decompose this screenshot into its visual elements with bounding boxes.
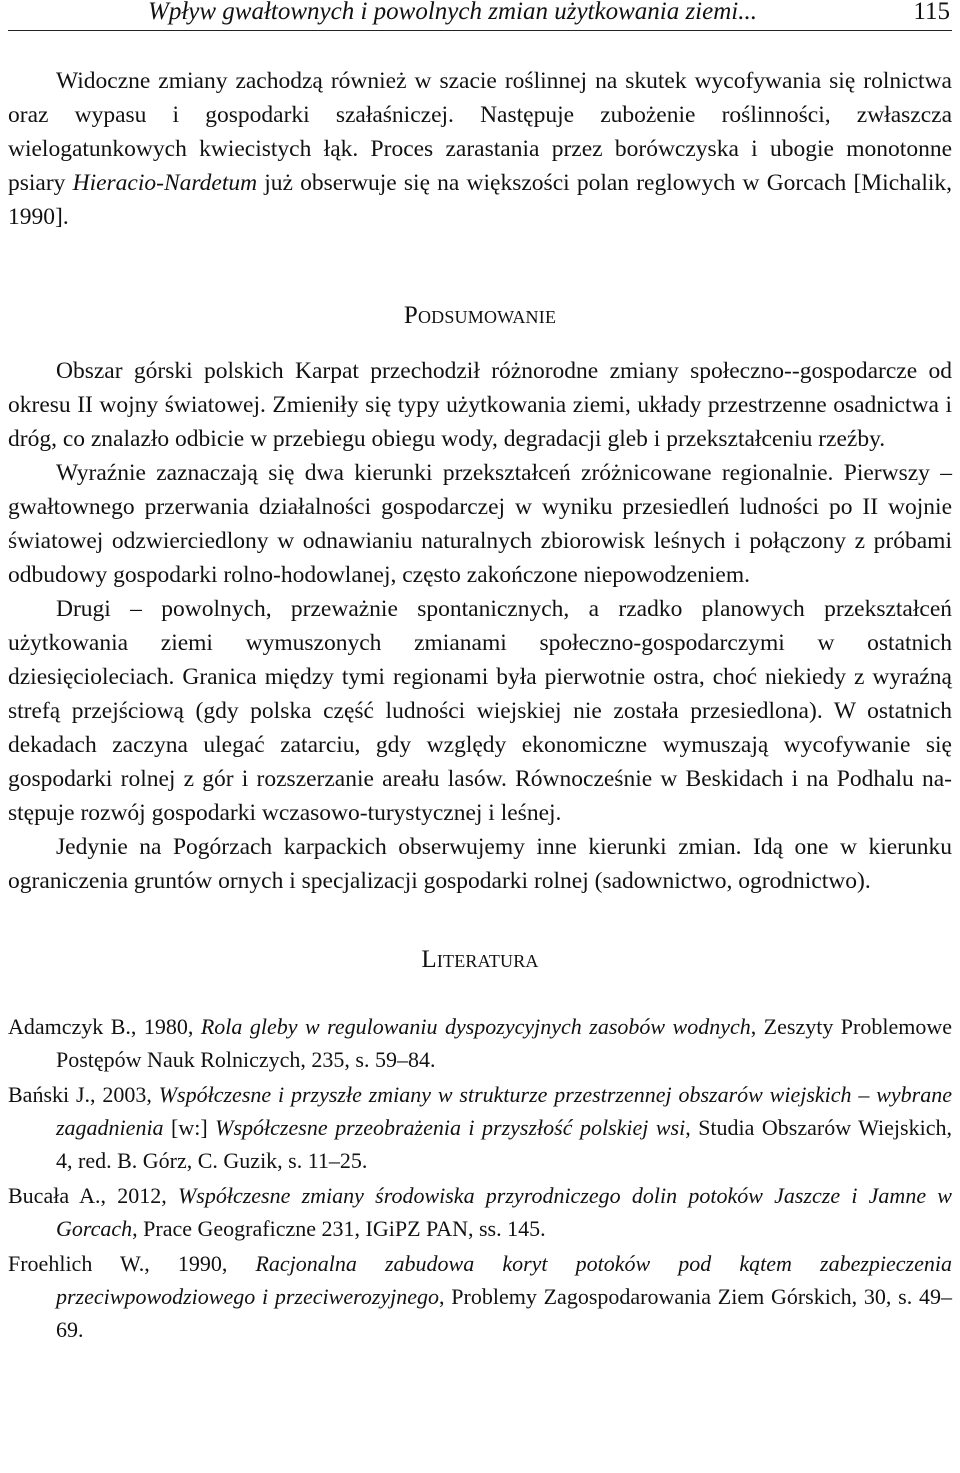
intro-section xyxy=(8,64,952,234)
summary-paragraph: Jedynie na Pogórzach karpackich obserwujemy inne kierunki zmian. Idą one w kierunku ograniczenia gruntów ornych i specjalizacji gospodarki rolnej (sadownictwo, ogrodnictwo). xyxy=(8,834,952,894)
italic-run: Współczesne i przyszłe zmiany w strukturze przestrzennej obszarów wiejskich – wybrane zagadnienia xyxy=(56,1082,952,1140)
running-header xyxy=(8,0,952,31)
italic-run: Racjonalna zabudowa koryt potoków pod kątem zabezpieczenia przeciwpowodziowego i przeciwerozyjnego xyxy=(56,1251,952,1309)
reference-list xyxy=(8,1010,952,1346)
article-body xyxy=(8,64,952,1348)
summary-paragraph: Obszar górski polskich Karpat przechodził różnorodne zmiany społeczno--gospodarcze od okresu II wojny światowej. Zmieniły się typy użytkowania ziemi, układy przestrzenne osadnictwa i dróg, co znalazło odbicie w przebiegu obiegu wody, degradacji gleb i przekształceniu rzeźby. xyxy=(8,358,952,452)
reference-item: Bucała A., 2012, Współczesne zmiany środowiska przyrodniczego dolin potoków Jaszcze i Jamne w Gorcach, Prace Geograficzne 231, IGiPZ PAN, ss. 145. xyxy=(8,1183,952,1241)
body-paragraph: Widoczne zmiany zachodzą również w szacie roślinnej na skutek wycofywania się rolnictwa oraz wypasu i gospodarki szałaśniczej. Następuje zubożenie roślinności, zwłaszcza wielogatunkowych kwiecistych łąk. Proces zarastania przez borówczyska i ubogie monotonne psiary Hieracio-Nardetum już obserwuje się na większości polan reglowych w Gorcach [Michalik, 1990]. xyxy=(8,68,952,230)
summary-section xyxy=(8,354,952,898)
summary-paragraph: Drugi – powolnych, przeważnie spontanicznych, a rzadko planowych przekształceń użytkowania ziemi wymuszonych zmianami społeczno-gospodarczymi w ostatnich dziesięcioleciach. Granica między tymi regionami była pierwotnie ostra, choć niekiedy z wyraźną strefą przejściową (gdy polska część ludności wiejskiej nie została przesiedlona). W ostatnich dekadach zaczyna ulegać zatarciu, gdy względy ekonomiczne wymuszają wycofywanie się gospodarki rolnej z gór i rozszerzanie areału lasów. Równocześnie w Beskidach i na Podhalu następuje rozwój gospodarki wczasowo-turystycznej i leśnej. xyxy=(8,596,952,826)
italic-run: Hieracio-Nardetum xyxy=(72,170,258,196)
italic-run: Współczesne zmiany środowiska przyrodniczego dolin potoków Jaszcze i Jamne w Gorcach xyxy=(56,1183,952,1241)
summary-paragraph: Wyraźnie zaznaczają się dwa kierunki przekształceń zróżnicowane regionalnie. Pierwszy – gwałtownego przerwania działalności gospodarczej w wyniku przesiedleń ludności po II wojnie światowej odzwierciedlony w odnawianiu naturalnych zbiorowisk leśnych i połączony z próbami odbudowy gospodarki rolno-hodowlanej, często zakończone niepowodzeniem. xyxy=(8,460,952,588)
section-heading-summary: Podsumowanie xyxy=(403,302,557,329)
reference-item: Bański J., 2003, Współczesne i przyszłe zmiany w strukturze przestrzennej obszarów wiejskich – wybrane zagadnienia [w:] Współczesne przeobrażenia i przyszłość polskiej wsi, Studia Obszarów Wiejskich, 4, red. B. Górz, C. Guzik, s. 11–25. xyxy=(8,1082,952,1173)
italic-run: Rola gleby w regulowaniu dyspozycyjnych zasobów wodnych xyxy=(200,1014,751,1039)
section-heading-literature: Literatura xyxy=(421,946,539,973)
italic-run: Współczesne przeobrażenia i przyszłość polskiej wsi xyxy=(215,1115,686,1140)
running-title: Wpływ gwałtownych i powolnych zmian użytkowania ziemi... xyxy=(148,0,757,25)
page-number: 115 xyxy=(913,0,950,25)
reference-item: Adamczyk B., 1980, Rola gleby w regulowaniu dyspozycyjnych zasobów wodnych, Zeszyty Problemowe Postępów Nauk Rolniczych, 235, s. 59–84. xyxy=(8,1014,952,1072)
reference-item: Froehlich W., 1990, Racjonalna zabudowa koryt potoków pod kątem zabezpieczenia przeciwpowodziowego i przeciwerozyjnego, Problemy Zagospodarowania Ziem Górskich, 30, s. 49–69. xyxy=(8,1251,952,1342)
